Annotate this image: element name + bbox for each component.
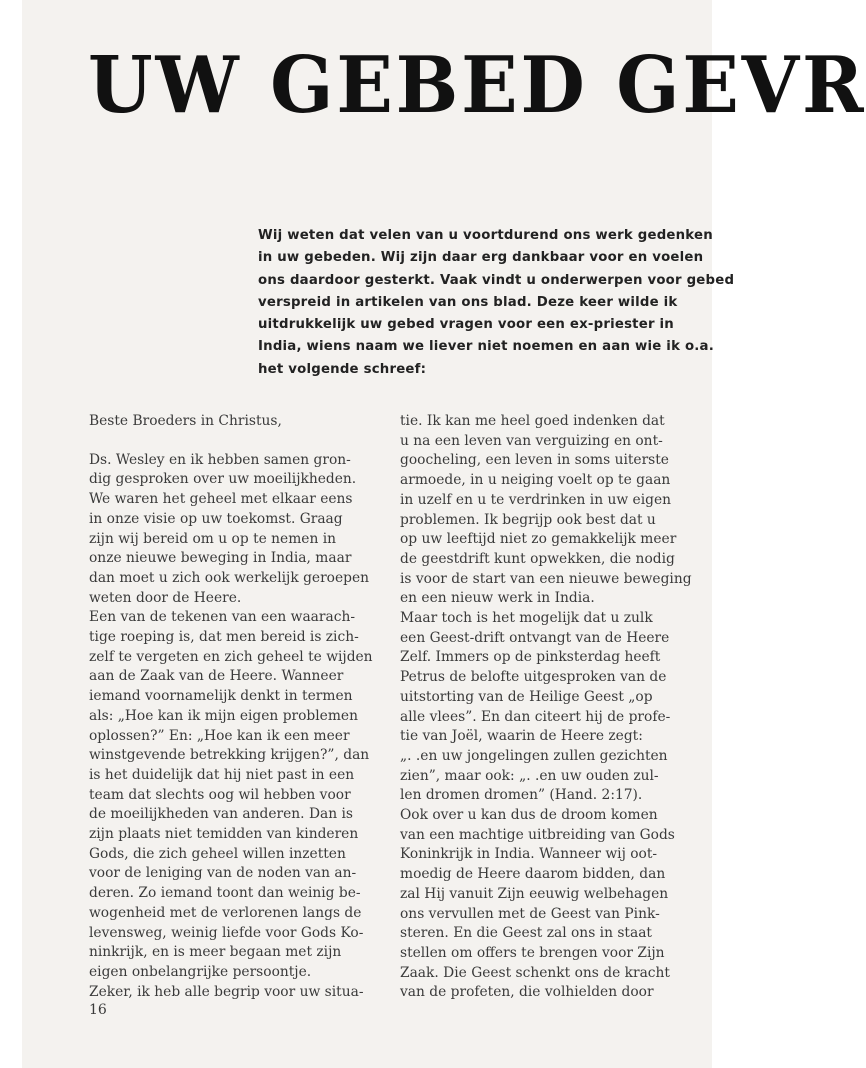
page-title: UW GEBED GEVR [88,40,866,131]
text-line: de moeilijkheden van anderen. Dan is [89,806,354,823]
text-line: tige roeping is, dat men bereid is zich- [89,629,359,646]
right-column [400,412,692,1003]
text-line: zal Hij vanuit Zijn eeuwig welbehagen [400,885,669,902]
text-line: wogenheid met de verlorenen langs de [89,904,362,921]
text-line: is het duidelijk dat hij niet past in een [89,766,355,783]
text-line: Zelf. Immers op de pinksterdag heeft [400,649,661,666]
text-line: zijn plaats niet temidden van kinderen [89,826,359,843]
text-line: Ds. Wesley en ik hebben samen gron- [89,451,351,468]
magazine-page [22,0,866,1068]
text-line: als: „Hoe kan ik mijn eigen problemen [89,707,358,724]
intro-paragraph [258,225,735,381]
text-line: problemen. Ik begrijp ook best dat u [400,511,656,528]
text-line: We waren het geheel met elkaar eens [89,491,353,508]
text-line: u na een leven van verguizing en ont- [400,432,663,449]
intro-line: uitdrukkelijk uw gebed vragen voor een ex-priester in [258,317,674,333]
text-line: in onze visie op uw toekomst. Graag [89,510,343,527]
text-line: eigen onbelangrijke persoontje. [89,963,312,980]
text-line: tie van Joël, waarin de Heere zegt: [400,728,643,745]
text-line: levensweg, weinig liefde voor Gods Ko- [89,924,364,941]
text-line: zien”, maar ook: „. .en uw ouden zul- [400,767,659,784]
text-line: op uw leeftijd niet zo gemakkelijk meer [400,531,677,548]
text-line: Petrus de belofte uitgesproken van de [400,669,667,686]
text-line: de geestdrift kunt opwekken, die nodig [400,550,675,567]
text-line: en een nieuw werk in India. [400,590,595,607]
text-line: Een van de tekenen van een waarach- [89,609,355,626]
text-line: stellen om offers te brengen voor Zijn [400,944,665,961]
text-line: Zeker, ik heb alle begrip voor uw situa- [89,983,364,1000]
intro-line: ons daardoor gesterkt. Vaak vindt u onderwerpen voor gebed [258,272,735,288]
right-column-text [400,412,692,1003]
text-line: voor de leniging van de noden van an- [89,865,357,882]
text-line: team dat slechts oog wil hebben voor [89,786,351,803]
text-line: moedig de Heere daarom bidden, dan [400,866,666,883]
text-line: winstgevende betrekking krijgen?”, dan [89,747,370,764]
text-line: Ook over u kan dus de droom komen [400,807,658,824]
text-line: tie. Ik kan me heel goed indenken dat [400,413,665,429]
left-column-text [89,451,373,1003]
text-line: Zaak. Die Geest schenkt ons de kracht [400,964,670,981]
text-line: ninkrijk, en is meer begaan met zijn [89,944,342,961]
text-line: weten door de Heere. [89,589,242,606]
left-column [89,412,373,1002]
intro-line: India, wiens naam we liever niet noemen en aan wie ik o.a. [258,339,714,355]
text-line: van de profeten, die volhielden door [400,984,654,1001]
text-line: uitstorting van de Heilige Geest „op [400,688,653,705]
text-line: is voor de start van een nieuwe beweging [400,570,692,587]
text-line: „. .en uw jongelingen zullen gezichten [400,747,668,764]
text-line: zijn wij bereid om u op te nemen in [89,530,337,547]
text-line: aan de Zaak van de Heere. Wanneer [89,668,344,685]
text-line: deren. Zo iemand toont dan weinig be- [89,885,361,902]
text-line: Koninkrijk in India. Wanneer wij oot- [400,846,658,863]
text-line: een Geest-drift ontvangt van de Heere [400,629,670,646]
intro-line: verspreid in artikelen van ons blad. Deze keer wilde ik [258,294,678,310]
text-line: iemand voornamelijk denkt in termen [89,688,353,705]
text-line: armoede, in u neiging voelt op te gaan [400,472,671,489]
text-line: in uzelf en u te verdrinken in uw eigen [400,491,672,508]
text-line: dan moet u zich ook werkelijk geroepen [89,569,370,586]
text-line: onze nieuwe beweging in India, maar [89,550,352,567]
text-line: oplossen?” En: „Hoe kan ik een meer [89,727,350,744]
text-line: dig gesproken over uw moeilijkheden. [89,471,357,488]
text-line: len dromen dromen” (Hand. 2:17). [400,787,643,804]
text-line: steren. En die Geest zal ons in staat [400,925,652,942]
text-line: alle vlees”. En dan citeert hij de profe- [400,708,671,725]
intro-line: in uw gebeden. Wij zijn daar erg dankbaar voor en voelen [258,250,704,266]
page-number: 16 [89,1002,107,1018]
intro-line: het volgende schreef: [258,361,427,377]
text-line: Maar toch is het mogelijk dat u zulk [400,610,653,627]
text-line: zelf te vergeten en zich geheel te wijden [89,648,373,665]
intro-line: Wij weten dat velen van u voortdurend ons werk gedenken [258,228,713,243]
salutation: Beste Broeders in Christus, [89,413,282,429]
text-line: goocheling, een leven in soms uiterste [400,452,669,469]
text-line: Gods, die zich geheel willen inzetten [89,845,346,862]
text-line: van een machtige uitbreiding van Gods [400,826,675,843]
text-line: ons vervullen met de Geest van Pink- [400,905,660,922]
